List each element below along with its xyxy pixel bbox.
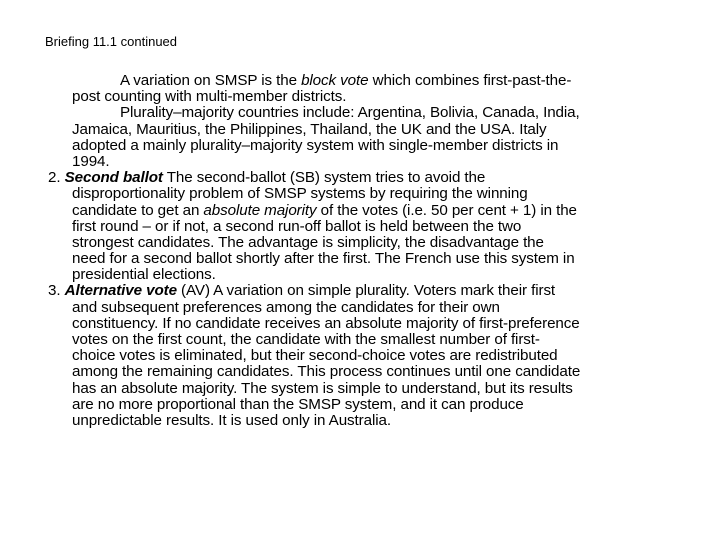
second-ballot-line-5: strongest candidates. The advantage is simplicity, the disadvantage the	[72, 233, 544, 251]
text-run: A variation on SMSP is the	[120, 72, 302, 89]
second-ballot-line-4: first round – or if not, a second run-off ballot is held between the two	[72, 217, 522, 235]
second-ballot-line-3	[0, 203, 720, 219]
second-ballot-line-2: disproportionality problem of SMSP systems by requiring the winning	[72, 185, 528, 203]
item-number: 3.	[48, 282, 65, 300]
block-vote-line-1	[0, 73, 720, 89]
alternative-vote-line-3: constituency. If no candidate receives an absolute majority of first-preference	[72, 314, 580, 332]
alternative-vote-line-5: choice votes is eliminated, but their second-choice votes are redistributed	[72, 347, 558, 365]
alternative-vote-line-1	[0, 283, 720, 299]
slide-body	[0, 73, 720, 429]
plurality-line-1: Plurality–majority countries include: Argentina, Bolivia, Canada, India,	[120, 104, 580, 122]
plurality-line-3: adopted a mainly plurality–majority system with single-member districts in	[72, 136, 559, 154]
text-run: The second-ballot (SB) system tries to avoid the	[162, 169, 486, 187]
alternative-vote-line-7: has an absolute majority. The system is simple to understand, but its results	[72, 379, 573, 397]
text-run: candidate to get an	[72, 201, 204, 219]
text-run: (AV) A variation on simple plurality. Voters mark their first	[176, 282, 556, 300]
block-vote-line-2: post counting with multi-member districts.	[72, 88, 347, 106]
text-run: of the votes (i.e. 50 per cent + 1) in the	[316, 201, 577, 219]
alternative-vote-line-2: and subsequent preferences among the candidates for their own	[72, 298, 500, 316]
alternative-vote-line-8: are no more proportional than the SMSP system, and it can produce	[72, 395, 524, 413]
briefing-header: Briefing 11.1 continued	[45, 34, 178, 49]
second-ballot-line-6: need for a second ballot shortly after the first. The French use this system in	[72, 250, 575, 268]
second-ballot-line-1	[0, 170, 720, 186]
item-number: 2.	[48, 169, 65, 187]
alternative-vote-term: Alternative vote	[64, 282, 177, 300]
alternative-vote-line-6: among the remaining candidates. This process continues until one candidate	[72, 363, 581, 381]
second-ballot-line-7: presidential elections.	[72, 266, 216, 284]
absolute-majority-term: absolute majority	[203, 201, 317, 219]
plurality-line-4: 1994.	[72, 152, 110, 170]
second-ballot-term: Second ballot	[64, 169, 163, 187]
alternative-vote-line-4: votes on the first count, the candidate with the smallest number of first-	[72, 331, 540, 348]
block-vote-term: block vote	[301, 72, 369, 89]
text-run: which combines first-past-the-	[368, 72, 572, 89]
alternative-vote-line-9: unpredictable results. It is used only in Australia.	[72, 411, 391, 429]
plurality-line-2: Jamaica, Mauritius, the Philippines, Thailand, the UK and the USA. Italy	[72, 120, 547, 138]
